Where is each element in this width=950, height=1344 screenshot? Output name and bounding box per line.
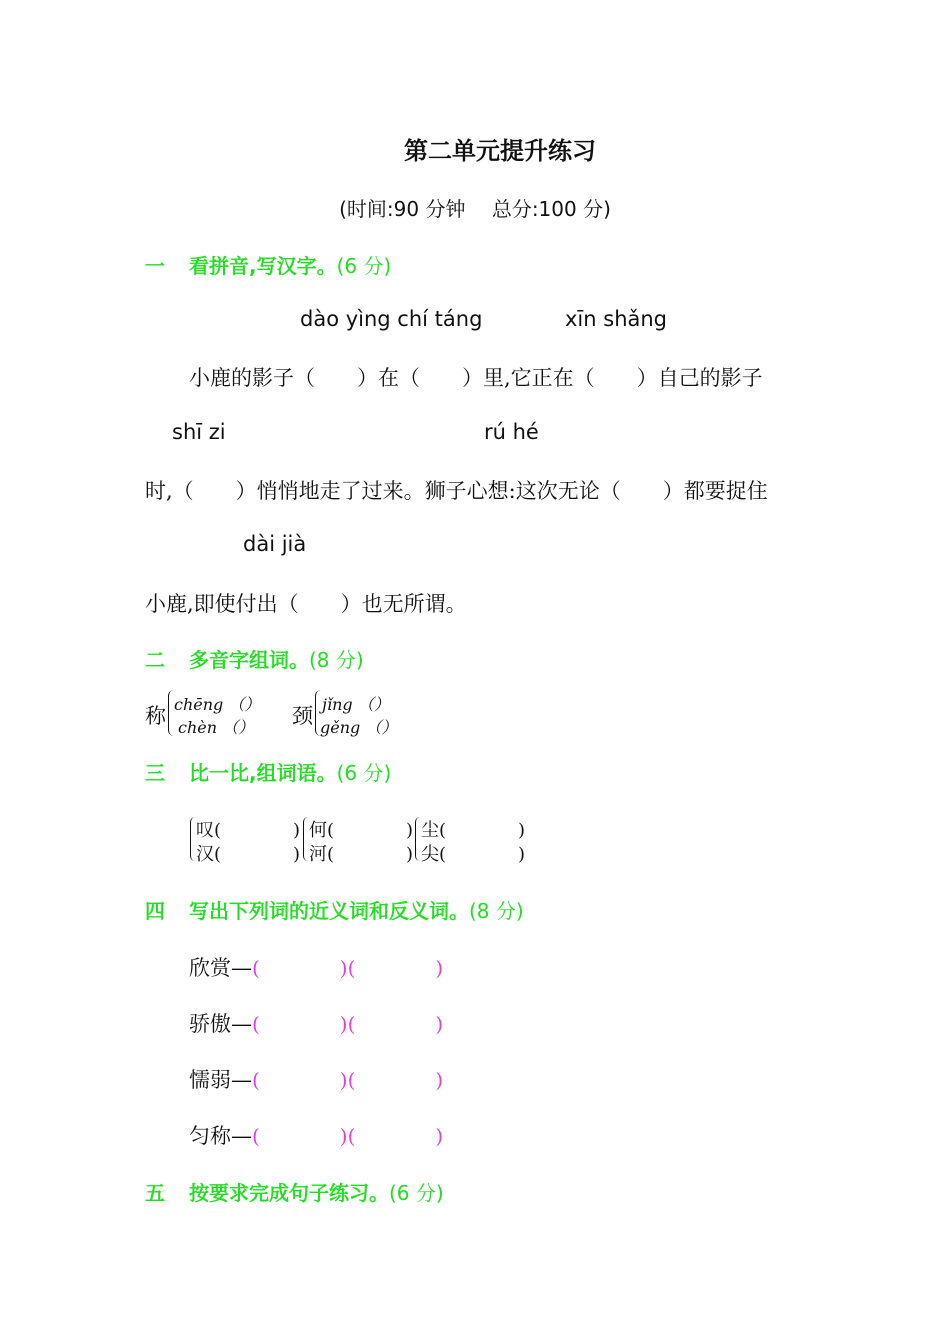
section-4-title: 写出下列词的近义词和反义词。 (189, 899, 469, 923)
synonym-row-1 (189, 952, 443, 982)
synonym-row-2 (189, 1008, 443, 1038)
polyphone-char-2: 颈 (292, 704, 313, 728)
section-5-points: (6 分) (389, 1181, 444, 1205)
q1-pinyin-ruhe: rú hé (484, 420, 539, 444)
synonym-word-1: 欣赏— (189, 956, 252, 980)
synonym-answer-blanks-2[interactable]: ( )( ) (252, 1012, 444, 1036)
q1-pinyin-xinshang: xīn shǎng (565, 307, 668, 331)
section-1-points: (6 分) (336, 254, 392, 278)
section-2-number: 二 (145, 648, 165, 672)
section-1-title: 看拼音,写汉字。 (189, 254, 337, 278)
synonym-word-2: 骄傲— (189, 1012, 252, 1036)
section-2-heading (145, 644, 364, 673)
q1-sentence-line-3: 小鹿,即使付出（ ）也无所谓。 (145, 592, 467, 616)
section-5-number: 五 (145, 1181, 165, 1205)
section-3-number: 三 (145, 761, 165, 785)
section-3-points: (6 分) (336, 761, 392, 785)
polyphone-1-reading-1: chēng （） (174, 695, 261, 714)
q1-pinyin-daijia: dài jià (243, 532, 307, 556)
polyphone-2-reading-1: jǐng （） (322, 695, 390, 714)
synonym-row-4 (189, 1120, 443, 1150)
compare-pair-2-top: 何( ) (309, 820, 414, 841)
section-3-title: 比一比,组词语。 (189, 761, 337, 785)
section-5-title: 按要求完成句子练习。 (189, 1181, 389, 1205)
compare-pair-2-bottom: 河( ) (309, 844, 414, 865)
q1-pinyin-shizi: shī zi (172, 420, 226, 444)
page-title: 第二单元提升练习 (404, 137, 596, 165)
polyphone-2-reading-2: gěng （） (320, 718, 398, 737)
synonym-word-3: 懦弱— (189, 1068, 252, 1092)
section-2-points: (8 分) (309, 648, 364, 672)
polyphone-char-1: 称 (145, 704, 166, 728)
compare-pair-1-bottom: 汉( ) (196, 844, 301, 865)
q1-sentence-line-2: 时,（ ）悄悄地走了过来。狮子心想:这次无论（ ）都要捉住 (145, 479, 768, 503)
synonym-word-4: 匀称— (189, 1124, 252, 1148)
q1-sentence-line-1: 小鹿的影子（ ）在（ ）里,它正在（ ）自己的影子 (189, 366, 763, 390)
section-4-heading (145, 895, 524, 924)
synonym-answer-blanks-1[interactable]: ( )( ) (252, 956, 444, 980)
section-4-points: (8 分) (469, 899, 524, 923)
polyphone-1-reading-2: chèn （） (178, 718, 255, 737)
section-1-heading (145, 250, 391, 279)
section-4-number: 四 (145, 899, 165, 923)
synonym-answer-blanks-3[interactable]: ( )( ) (252, 1068, 444, 1092)
synonym-row-3 (189, 1064, 443, 1094)
compare-pair-3-bottom: 尖( ) (421, 844, 526, 865)
section-5-heading (145, 1177, 444, 1206)
section-3-heading (145, 757, 391, 786)
q1-pinyin-daoying-chitang: dào yìng chí táng (300, 307, 483, 331)
page-subtitle: (时间:90 分钟 总分:100 分) (339, 197, 611, 221)
compare-pair-1-top: 叹( ) (196, 820, 301, 841)
section-1-number: 一 (145, 254, 165, 278)
compare-pair-3-top: 尘( ) (421, 820, 526, 841)
synonym-answer-blanks-4[interactable]: ( )( ) (252, 1124, 444, 1148)
section-2-title: 多音字组词。 (189, 648, 309, 672)
